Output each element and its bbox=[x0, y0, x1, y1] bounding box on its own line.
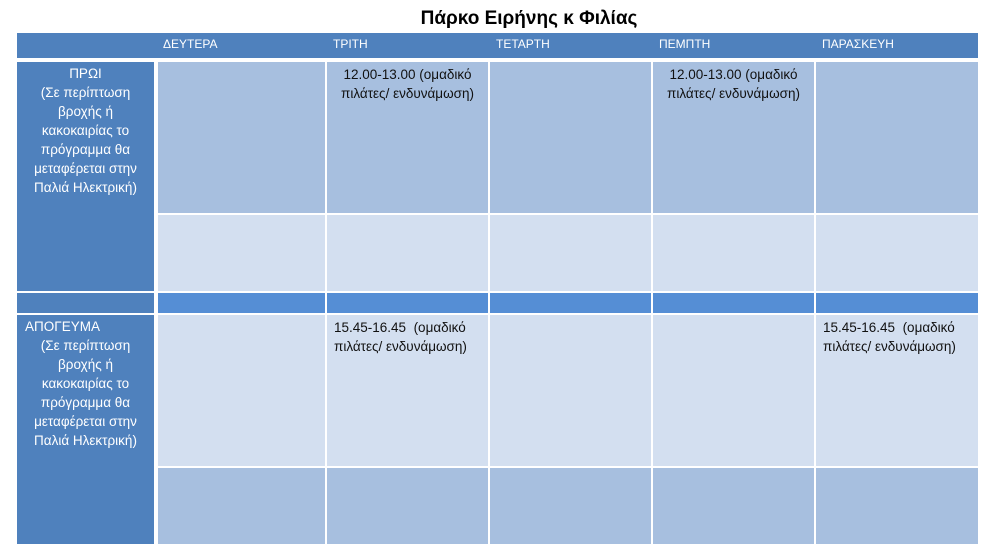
page-title: Πάρκο Ειρήνης κ Φιλίας bbox=[420, 8, 638, 29]
morning-tuesday-session: 12.00-13.00 (ομαδικό πιλάτες/ ενδυνάμωση) bbox=[341, 67, 474, 101]
column-divider bbox=[814, 215, 816, 291]
day-header-monday: ΔΕΥΤΕΡΑ bbox=[163, 37, 218, 51]
day-header-friday: ΠΑΡΑΣΚΕΥΗ bbox=[822, 37, 894, 51]
afternoon-note: (Σε περίπτωση βροχής ή κακοκαιρίας το πρόγραμμα θα μεταφέρεται στην Παλιά Ηλεκτρική) bbox=[34, 338, 137, 448]
column-divider bbox=[325, 468, 327, 544]
morning-friday-cell bbox=[816, 62, 978, 213]
morning-heading: ΠΡΩΙ bbox=[69, 66, 102, 81]
morning-wednesday-cell bbox=[490, 62, 651, 213]
column-divider bbox=[488, 293, 490, 313]
afternoon-extra-row bbox=[158, 468, 978, 544]
column-divider bbox=[814, 293, 816, 313]
afternoon-tuesday-session: 15.45-16.45 (ομαδικό πιλάτες/ ενδυνάμωση) bbox=[334, 320, 470, 354]
afternoon-friday-cell bbox=[816, 315, 978, 466]
day-header-thursday: ΠΕΜΠΤΗ bbox=[659, 37, 711, 51]
day-header-wednesday: ΤΕΤΑΡΤΗ bbox=[496, 37, 550, 51]
column-divider bbox=[651, 468, 653, 544]
afternoon-wednesday-cell bbox=[490, 315, 651, 466]
afternoon-heading: ΑΠΟΓΕΥΜΑ bbox=[25, 319, 100, 334]
morning-tuesday-cell bbox=[327, 62, 488, 213]
afternoon-row-label bbox=[17, 315, 154, 544]
column-divider bbox=[325, 293, 327, 313]
column-divider bbox=[488, 468, 490, 544]
separator-row-label bbox=[17, 293, 154, 313]
column-divider bbox=[325, 215, 327, 291]
morning-monday-cell bbox=[158, 62, 325, 213]
column-divider bbox=[488, 215, 490, 291]
afternoon-tuesday-cell bbox=[327, 315, 488, 466]
morning-thursday-cell bbox=[653, 62, 814, 213]
afternoon-monday-cell bbox=[158, 315, 325, 466]
morning-note: (Σε περίπτωση βροχής ή κακοκαιρίας το πρόγραμμα θα μεταφέρεται στην Παλιά Ηλεκτρική) bbox=[34, 85, 137, 195]
morning-thursday-session: 12.00-13.00 (ομαδικό πιλάτες/ ενδυνάμωση) bbox=[667, 67, 800, 101]
column-divider bbox=[651, 215, 653, 291]
day-header-tuesday: ΤΡΙΤΗ bbox=[333, 37, 368, 51]
column-divider bbox=[814, 468, 816, 544]
column-divider bbox=[651, 293, 653, 313]
morning-row-label bbox=[17, 62, 154, 291]
separator-row bbox=[158, 293, 978, 313]
afternoon-friday-session: 15.45-16.45 (ομαδικό πιλάτες/ ενδυνάμωση) bbox=[823, 320, 959, 354]
morning-extra-row bbox=[158, 215, 978, 291]
afternoon-thursday-cell bbox=[653, 315, 814, 466]
